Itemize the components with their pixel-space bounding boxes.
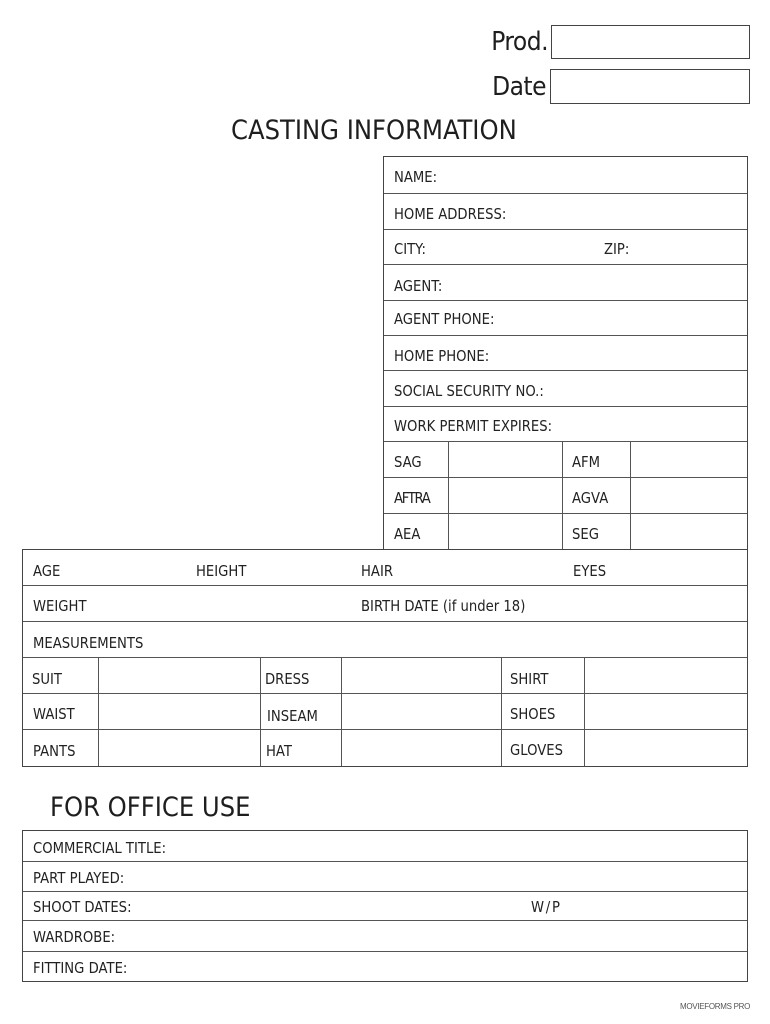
hat-label: HAT (266, 742, 293, 760)
office-use-heading: FOR OFFICE USE (50, 792, 251, 823)
union-agva-label: AGVA (572, 489, 609, 507)
divider (260, 694, 261, 729)
row-home-phone[interactable] (384, 336, 747, 371)
union-sag-field[interactable] (450, 442, 560, 477)
page-title: CASTING INFORMATION (231, 115, 517, 146)
prod-label: Prod. (491, 27, 548, 57)
divider (260, 658, 261, 693)
birth-date-label: BIRTH DATE (if under 18) (361, 597, 526, 615)
shoes-label: SHOES (510, 705, 556, 723)
union-afm-label: AFM (572, 453, 601, 471)
row-home-address[interactable] (384, 194, 747, 230)
row-shoot-dates[interactable] (23, 892, 747, 921)
union-aea-field[interactable] (450, 514, 560, 549)
pants-field[interactable] (100, 730, 259, 766)
eyes-label: EYES (573, 562, 607, 580)
union-seg-label: SEG (572, 525, 599, 543)
wp-label: W/P (531, 898, 562, 916)
date-input[interactable] (550, 69, 750, 104)
divider (584, 694, 585, 729)
date-label: Date (492, 72, 546, 102)
divider (501, 730, 502, 766)
dress-label: DRESS (265, 670, 310, 688)
divider (584, 730, 585, 766)
union-aea-label: AEA (394, 525, 421, 543)
physical-info-table (22, 549, 748, 767)
wardrobe-label: WARDROBE: (33, 928, 116, 946)
name-label: NAME: (394, 168, 438, 186)
row-ssn[interactable] (384, 371, 747, 407)
divider (98, 730, 99, 766)
shoes-field[interactable] (586, 694, 747, 729)
inseam-label: INSEAM (267, 707, 318, 725)
office-use-table (22, 830, 748, 982)
divider (448, 514, 449, 549)
divider (341, 730, 342, 766)
row-agent[interactable] (384, 265, 747, 301)
shirt-field[interactable] (586, 658, 747, 693)
row-weight-birthdate[interactable] (23, 586, 747, 622)
divider (501, 694, 502, 729)
divider (562, 442, 563, 477)
weight-label: WEIGHT (33, 597, 87, 615)
pants-label: PANTS (33, 742, 76, 760)
commercial-title-label: COMMERCIAL TITLE: (33, 839, 167, 857)
union-seg-field[interactable] (632, 514, 747, 549)
footer-brand: MOVIEFORMS PRO (680, 1002, 751, 1011)
agent-label: AGENT: (394, 277, 443, 295)
prod-input[interactable] (551, 25, 750, 59)
divider (630, 442, 631, 477)
city-label: CITY: (394, 240, 426, 258)
gloves-label: GLOVES (510, 741, 564, 759)
row-city-zip[interactable] (384, 230, 747, 265)
size-row (23, 658, 747, 694)
divider (630, 478, 631, 513)
row-commercial-title[interactable] (23, 831, 747, 862)
row-work-permit[interactable] (384, 407, 747, 442)
divider (98, 694, 99, 729)
row-agent-phone[interactable] (384, 301, 747, 336)
height-label: HEIGHT (196, 562, 247, 580)
inseam-field[interactable] (343, 694, 500, 729)
row-fitting-date[interactable] (23, 952, 747, 981)
home-address-label: HOME ADDRESS: (394, 205, 507, 223)
hat-field[interactable] (343, 730, 500, 766)
divider (448, 478, 449, 513)
shoot-dates-label: SHOOT DATES: (33, 898, 132, 916)
row-name[interactable] (384, 157, 747, 194)
hair-label: HAIR (361, 562, 394, 580)
union-agva-field[interactable] (632, 478, 747, 513)
union-aftra-field[interactable] (450, 478, 560, 513)
zip-label: ZIP: (604, 240, 630, 258)
home-phone-label: HOME PHONE: (394, 347, 490, 365)
union-row (384, 442, 747, 478)
union-sag-label: SAG (394, 453, 422, 471)
divider (584, 658, 585, 693)
divider (501, 658, 502, 693)
fitting-date-label: FITTING DATE: (33, 959, 128, 977)
work-permit-label: WORK PERMIT EXPIRES: (394, 417, 553, 435)
part-played-label: PART PLAYED: (33, 869, 125, 887)
divider (341, 694, 342, 729)
personal-info-table (383, 156, 748, 550)
suit-field[interactable] (100, 658, 259, 693)
divider (448, 442, 449, 477)
age-label: AGE (33, 562, 61, 580)
divider (562, 478, 563, 513)
divider (562, 514, 563, 549)
union-aftra-label: AFTRA (394, 489, 430, 507)
shirt-label: SHIRT (510, 670, 549, 688)
row-wardrobe[interactable] (23, 921, 747, 952)
agent-phone-label: AGENT PHONE: (394, 310, 495, 328)
ssn-label: SOCIAL SECURITY NO.: (394, 382, 544, 400)
divider (630, 514, 631, 549)
divider (341, 658, 342, 693)
waist-label: WAIST (33, 705, 75, 723)
divider (98, 658, 99, 693)
measurements-label: MEASUREMENTS (33, 634, 144, 652)
gloves-field[interactable] (586, 730, 747, 766)
union-row (384, 514, 747, 549)
dress-field[interactable] (343, 658, 500, 693)
row-part-played[interactable] (23, 862, 747, 892)
row-measurements (23, 622, 747, 658)
row-age-height-hair-eyes[interactable] (23, 550, 747, 586)
waist-field[interactable] (100, 694, 259, 729)
size-row (23, 730, 747, 766)
suit-label: SUIT (32, 670, 63, 688)
divider (260, 730, 261, 766)
union-row (384, 478, 747, 514)
union-afm-field[interactable] (632, 442, 747, 477)
size-row (23, 694, 747, 730)
